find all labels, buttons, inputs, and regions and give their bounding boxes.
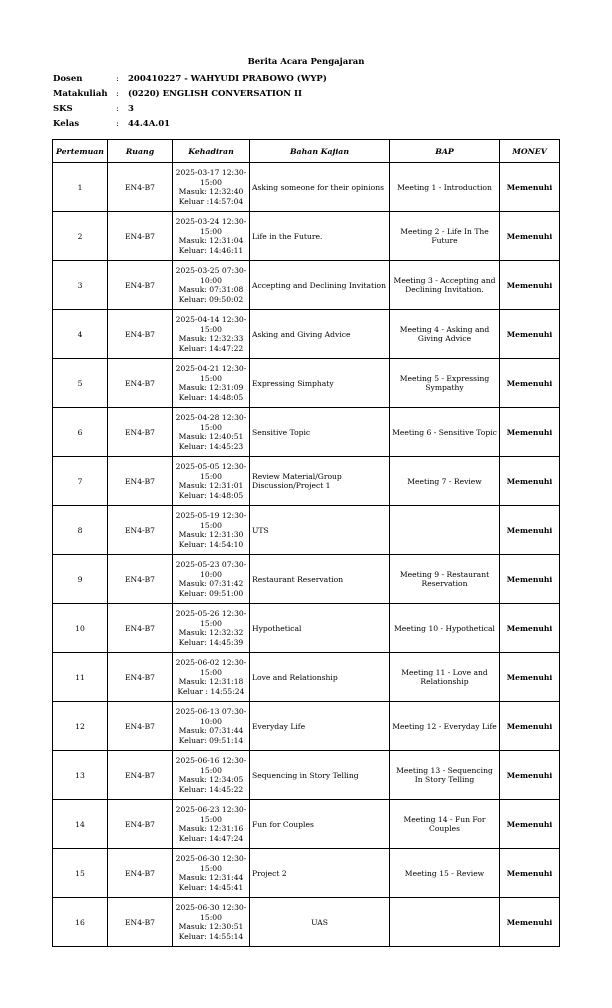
cell-pertemuan: 12: [53, 702, 108, 751]
cell-ruang: EN4-B7: [108, 653, 173, 702]
cell-bahan-kajian: Restaurant Reservation: [250, 555, 390, 604]
cell-bahan-kajian: Accepting and Declining Invitation: [250, 261, 390, 310]
cell-bap: Meeting 15 - Review: [390, 849, 500, 898]
cell-ruang: EN4-B7: [108, 359, 173, 408]
cell-ruang: EN4-B7: [108, 163, 173, 212]
meta-label: Kelas: [53, 119, 80, 129]
table-row: [53, 604, 560, 653]
cell-bap: Meeting 9 - Restaurant Reservation: [390, 555, 500, 604]
kehadiran-keluar: Keluar: 14:47:24: [178, 833, 244, 843]
attendance-table: [52, 139, 560, 947]
header-ruang: Ruang: [108, 140, 173, 163]
kehadiran-masuk: Masuk: 07:31:42: [178, 579, 244, 588]
kehadiran-jadwal: 2025-06-02 12:30-15:00: [175, 658, 247, 677]
meta-label: Matakuliah: [53, 89, 108, 99]
header-bahan-kajian: Bahan Kajian: [250, 140, 390, 163]
cell-bap: Meeting 10 - Hypothetical: [390, 604, 500, 653]
cell-monev: Memenuhi: [500, 702, 560, 751]
cell-monev: Memenuhi: [500, 310, 560, 359]
cell-kehadiran: [173, 408, 250, 457]
cell-kehadiran: [173, 457, 250, 506]
kehadiran-keluar: Keluar: 09:51:00: [178, 588, 244, 598]
kehadiran-masuk: Masuk: 12:32:32: [178, 628, 244, 637]
cell-bahan-kajian: Sequencing in Story Telling: [250, 751, 390, 800]
cell-kehadiran: [173, 359, 250, 408]
kehadiran-jadwal: 2025-04-28 12:30-15:00: [175, 413, 247, 432]
kehadiran-masuk: Masuk: 12:30:51: [178, 922, 244, 931]
cell-bap: Meeting 6 - Sensitive Topic: [390, 408, 500, 457]
kehadiran-jadwal: 2025-05-23 07:30-10:00: [175, 560, 247, 579]
kehadiran-keluar: Keluar: 14:45:23: [178, 441, 244, 451]
cell-kehadiran: [173, 849, 250, 898]
table-row: [53, 702, 560, 751]
cell-pertemuan: 6: [53, 408, 108, 457]
kehadiran-jadwal: 2025-05-19 12:30-15:00: [175, 511, 247, 530]
table-row: [53, 163, 560, 212]
kehadiran-jadwal: 2025-05-05 12:30-15:00: [175, 462, 247, 481]
cell-kehadiran: [173, 310, 250, 359]
kehadiran-jadwal: 2025-03-24 12:30-15:00: [175, 217, 247, 236]
cell-kehadiran: [173, 702, 250, 751]
cell-kehadiran: [173, 261, 250, 310]
meta-colon: :: [116, 119, 119, 129]
table-row: [53, 849, 560, 898]
table-row: [53, 653, 560, 702]
cell-bahan-kajian: Love and Relationship: [250, 653, 390, 702]
cell-pertemuan: 14: [53, 800, 108, 849]
kehadiran-jadwal: 2025-04-21 12:30-15:00: [175, 364, 247, 383]
meta-colon: :: [116, 89, 119, 99]
cell-bahan-kajian: Life in the Future.: [250, 212, 390, 261]
cell-bap: Meeting 11 - Love and Relationship: [390, 653, 500, 702]
kehadiran-keluar: Keluar : 14:55:24: [177, 686, 245, 696]
cell-monev: Memenuhi: [500, 212, 560, 261]
kehadiran-masuk: Masuk: 12:40:51: [178, 432, 244, 441]
cell-pertemuan: 9: [53, 555, 108, 604]
kehadiran-jadwal: 2025-06-16 12:30-15:00: [175, 756, 247, 775]
cell-pertemuan: 4: [53, 310, 108, 359]
meta-row: [53, 117, 327, 132]
cell-monev: Memenuhi: [500, 604, 560, 653]
cell-bap: Meeting 4 - Asking and Giving Advice: [390, 310, 500, 359]
meta-value: 44.4A.01: [128, 119, 171, 129]
cell-bap: [390, 898, 500, 947]
cell-monev: Memenuhi: [500, 849, 560, 898]
cell-bahan-kajian: UTS: [250, 506, 390, 555]
cell-ruang: EN4-B7: [108, 849, 173, 898]
meta-row: [53, 72, 327, 87]
kehadiran-masuk: Masuk: 12:31:44: [178, 873, 244, 882]
table-row: [53, 555, 560, 604]
cell-bap: Meeting 13 - Sequencing In Story Telling: [390, 751, 500, 800]
kehadiran-jadwal: 2025-06-13 07:30-10:00: [175, 707, 247, 726]
cell-monev: Memenuhi: [500, 408, 560, 457]
cell-ruang: EN4-B7: [108, 408, 173, 457]
header-kehadiran: Kehadiran: [173, 140, 250, 163]
meta-colon: :: [116, 74, 119, 84]
header-pertemuan: Pertemuan: [53, 140, 108, 163]
kehadiran-masuk: Masuk: 12:32:33: [178, 334, 244, 343]
cell-pertemuan: 8: [53, 506, 108, 555]
cell-bap: Meeting 12 - Everyday Life: [390, 702, 500, 751]
cell-pertemuan: 15: [53, 849, 108, 898]
cell-ruang: EN4-B7: [108, 604, 173, 653]
cell-kehadiran: [173, 604, 250, 653]
cell-bap: Meeting 7 - Review: [390, 457, 500, 506]
kehadiran-jadwal: 2025-05-26 12:30-15:00: [175, 609, 247, 628]
cell-ruang: EN4-B7: [108, 261, 173, 310]
table-row: [53, 898, 560, 947]
cell-kehadiran: [173, 212, 250, 261]
cell-kehadiran: [173, 751, 250, 800]
meta-colon: :: [116, 104, 119, 114]
kehadiran-masuk: Masuk: 12:31:01: [178, 481, 244, 490]
kehadiran-keluar: Keluar: 14:48:05: [178, 490, 244, 500]
cell-bap: [390, 506, 500, 555]
cell-bahan-kajian: Everyday Life: [250, 702, 390, 751]
cell-ruang: EN4-B7: [108, 310, 173, 359]
cell-pertemuan: 2: [53, 212, 108, 261]
cell-kehadiran: [173, 163, 250, 212]
kehadiran-keluar: Keluar: 14:45:41: [178, 882, 244, 892]
meta-row: [53, 87, 327, 102]
cell-bap: Meeting 3 - Accepting and Declining Invitation.: [390, 261, 500, 310]
cell-monev: Memenuhi: [500, 506, 560, 555]
table-header-row: [53, 140, 560, 163]
kehadiran-masuk: Masuk: 12:31:30: [178, 530, 244, 539]
kehadiran-masuk: Masuk: 12:31:16: [178, 824, 244, 833]
kehadiran-keluar: Keluar: 14:55:14: [178, 931, 244, 941]
cell-kehadiran: [173, 555, 250, 604]
cell-ruang: EN4-B7: [108, 212, 173, 261]
cell-kehadiran: [173, 898, 250, 947]
cell-pertemuan: 3: [53, 261, 108, 310]
cell-monev: Memenuhi: [500, 751, 560, 800]
cell-pertemuan: 11: [53, 653, 108, 702]
cell-pertemuan: 16: [53, 898, 108, 947]
table-row: [53, 359, 560, 408]
cell-bahan-kajian: Hypothetical: [250, 604, 390, 653]
cell-ruang: EN4-B7: [108, 751, 173, 800]
kehadiran-keluar: Keluar: 14:46:11: [178, 245, 244, 255]
cell-ruang: EN4-B7: [108, 506, 173, 555]
cell-bahan-kajian: Expressing Simphaty: [250, 359, 390, 408]
cell-bahan-kajian: UAS: [250, 898, 390, 947]
cell-pertemuan: 5: [53, 359, 108, 408]
cell-monev: Memenuhi: [500, 359, 560, 408]
kehadiran-masuk: Masuk: 12:34:05: [178, 775, 244, 784]
cell-pertemuan: 10: [53, 604, 108, 653]
meta-value: 3: [128, 104, 134, 114]
table-row: [53, 310, 560, 359]
kehadiran-jadwal: 2025-06-30 12:30-15:00: [175, 854, 247, 873]
cell-monev: Memenuhi: [500, 261, 560, 310]
table-row: [53, 751, 560, 800]
kehadiran-keluar: Keluar: 14:45:39: [178, 637, 244, 647]
header-monev: MONEV: [500, 140, 560, 163]
cell-monev: Memenuhi: [500, 555, 560, 604]
kehadiran-keluar: Keluar: 09:50:02: [178, 294, 244, 304]
cell-bahan-kajian: Review Material/Group Discussion/Project 1: [250, 457, 390, 506]
cell-bahan-kajian: Project 2: [250, 849, 390, 898]
cell-bahan-kajian: Asking and Giving Advice: [250, 310, 390, 359]
table-row: [53, 506, 560, 555]
cell-ruang: EN4-B7: [108, 457, 173, 506]
kehadiran-masuk: Masuk: 07:31:44: [178, 726, 244, 735]
kehadiran-keluar: Keluar: 14:45:22: [178, 784, 244, 794]
cell-monev: Memenuhi: [500, 457, 560, 506]
kehadiran-jadwal: 2025-04-14 12:30-15:00: [175, 315, 247, 334]
cell-ruang: EN4-B7: [108, 555, 173, 604]
table-row: [53, 408, 560, 457]
course-info: [53, 72, 327, 132]
kehadiran-masuk: Masuk: 12:31:04: [178, 236, 244, 245]
cell-pertemuan: 13: [53, 751, 108, 800]
cell-monev: Memenuhi: [500, 653, 560, 702]
cell-bap: Meeting 1 - Introduction: [390, 163, 500, 212]
cell-ruang: EN4-B7: [108, 800, 173, 849]
kehadiran-jadwal: 2025-06-23 12:30-15:00: [175, 805, 247, 824]
kehadiran-keluar: Keluar: 14:48:05: [178, 392, 244, 402]
cell-bahan-kajian: Fun for Couples: [250, 800, 390, 849]
cell-kehadiran: [173, 653, 250, 702]
kehadiran-jadwal: 2025-06-30 12:30-15:00: [175, 903, 247, 922]
kehadiran-keluar: Keluar: 14:47:22: [178, 343, 244, 353]
table-row: [53, 457, 560, 506]
cell-kehadiran: [173, 506, 250, 555]
cell-bap: Meeting 14 - Fun For Couples: [390, 800, 500, 849]
kehadiran-jadwal: 2025-03-17 12:30-15:00: [175, 168, 247, 187]
table-row: [53, 800, 560, 849]
cell-monev: Memenuhi: [500, 898, 560, 947]
document-title: Berita Acara Pengajaran: [247, 57, 365, 67]
table-row: [53, 261, 560, 310]
cell-monev: Memenuhi: [500, 163, 560, 212]
meta-row: [53, 102, 327, 117]
cell-ruang: EN4-B7: [108, 702, 173, 751]
cell-bahan-kajian: Sensitive Topic: [250, 408, 390, 457]
table-row: [53, 212, 560, 261]
cell-bahan-kajian: Asking someone for their opinions: [250, 163, 390, 212]
kehadiran-masuk: Masuk: 12:31:18: [178, 677, 244, 686]
kehadiran-masuk: Masuk: 12:32:40: [178, 187, 244, 196]
kehadiran-keluar: Keluar :14:57:04: [178, 196, 244, 206]
kehadiran-keluar: Keluar: 09:51:14: [178, 735, 244, 745]
cell-bap: Meeting 5 - Expressing Sympathy: [390, 359, 500, 408]
cell-bap: Meeting 2 - Life In The Future: [390, 212, 500, 261]
meta-label: SKS: [53, 104, 73, 114]
meta-value: (0220) ENGLISH CONVERSATION II: [128, 89, 302, 99]
cell-pertemuan: 1: [53, 163, 108, 212]
cell-pertemuan: 7: [53, 457, 108, 506]
meta-label: Dosen: [53, 74, 83, 84]
kehadiran-masuk: Masuk: 12:31:09: [178, 383, 244, 392]
kehadiran-jadwal: 2025-03-25 07:30-10:00: [175, 266, 247, 285]
header-bap: BAP: [390, 140, 500, 163]
meta-value: 200410227 - WAHYUDI PRABOWO (WYP): [128, 74, 327, 84]
cell-ruang: EN4-B7: [108, 898, 173, 947]
kehadiran-keluar: Keluar: 14:54:10: [178, 539, 244, 549]
cell-monev: Memenuhi: [500, 800, 560, 849]
cell-kehadiran: [173, 800, 250, 849]
kehadiran-masuk: Masuk: 07:31:08: [178, 285, 244, 294]
